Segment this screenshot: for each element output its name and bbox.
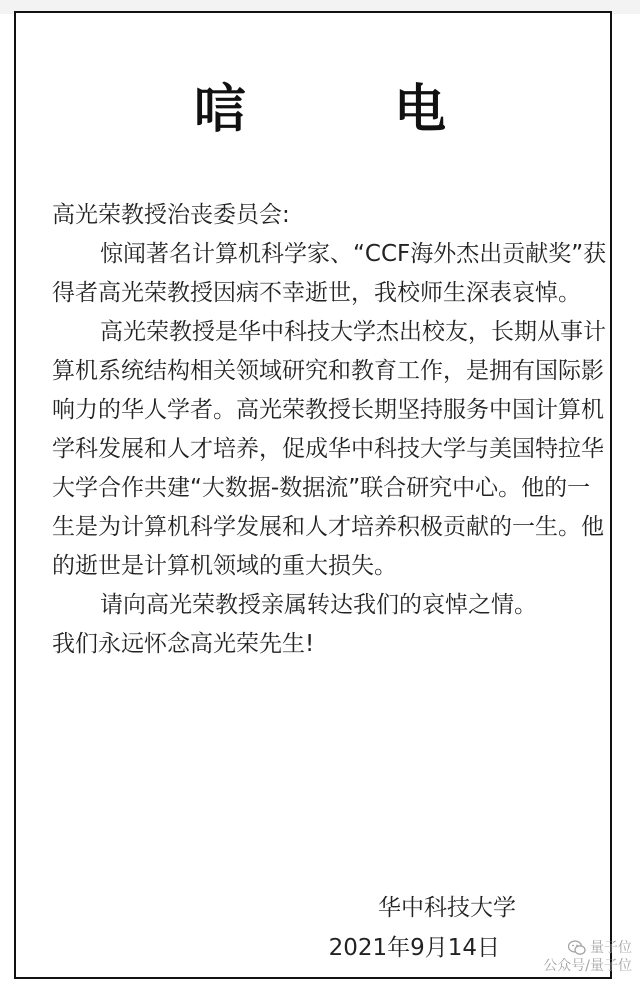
wechat-icon: [568, 940, 586, 956]
paragraph-2: 高光荣教授是华中科技大学杰出校友，长期从事计算机系统结构相关领域研究和教育工作，是拥有国际影响力的华人学者。高光荣教授长期坚持服务中国计算机学科发展和人才培养，促成华中科技大学与美国特拉华大学合作共建“大数据-数据流”联合研究中心。他的一生是为计算机科学发展和人才培养积极贡献的一生。他的逝世是计算机领域的重大损失。: [52, 319, 606, 579]
salutation: 高光荣教授治丧委员会:: [52, 202, 290, 228]
paragraph-1: 惊闻著名计算机科学家、“CCF海外杰出贡献奖”获得者高光荣教授因病不幸逝世，我校师生深表哀悼。: [52, 241, 607, 306]
watermark-line2: 公众号/量子位: [543, 958, 632, 974]
watermark-line1: 量子位: [590, 940, 632, 956]
closing-line: 我们永远怀念高光荣先生!: [52, 631, 315, 657]
signature-organization: 华中科技大学: [378, 895, 516, 921]
paragraph-3: 请向高光荣教授亲属转达我们的哀悼之情。: [100, 592, 537, 618]
watermark-top: [543, 939, 632, 957]
document-body: [52, 196, 612, 664]
signature-date: 2021年9月14日: [328, 935, 500, 961]
document-title: 唁 电: [193, 80, 494, 140]
watermark: [543, 939, 632, 975]
